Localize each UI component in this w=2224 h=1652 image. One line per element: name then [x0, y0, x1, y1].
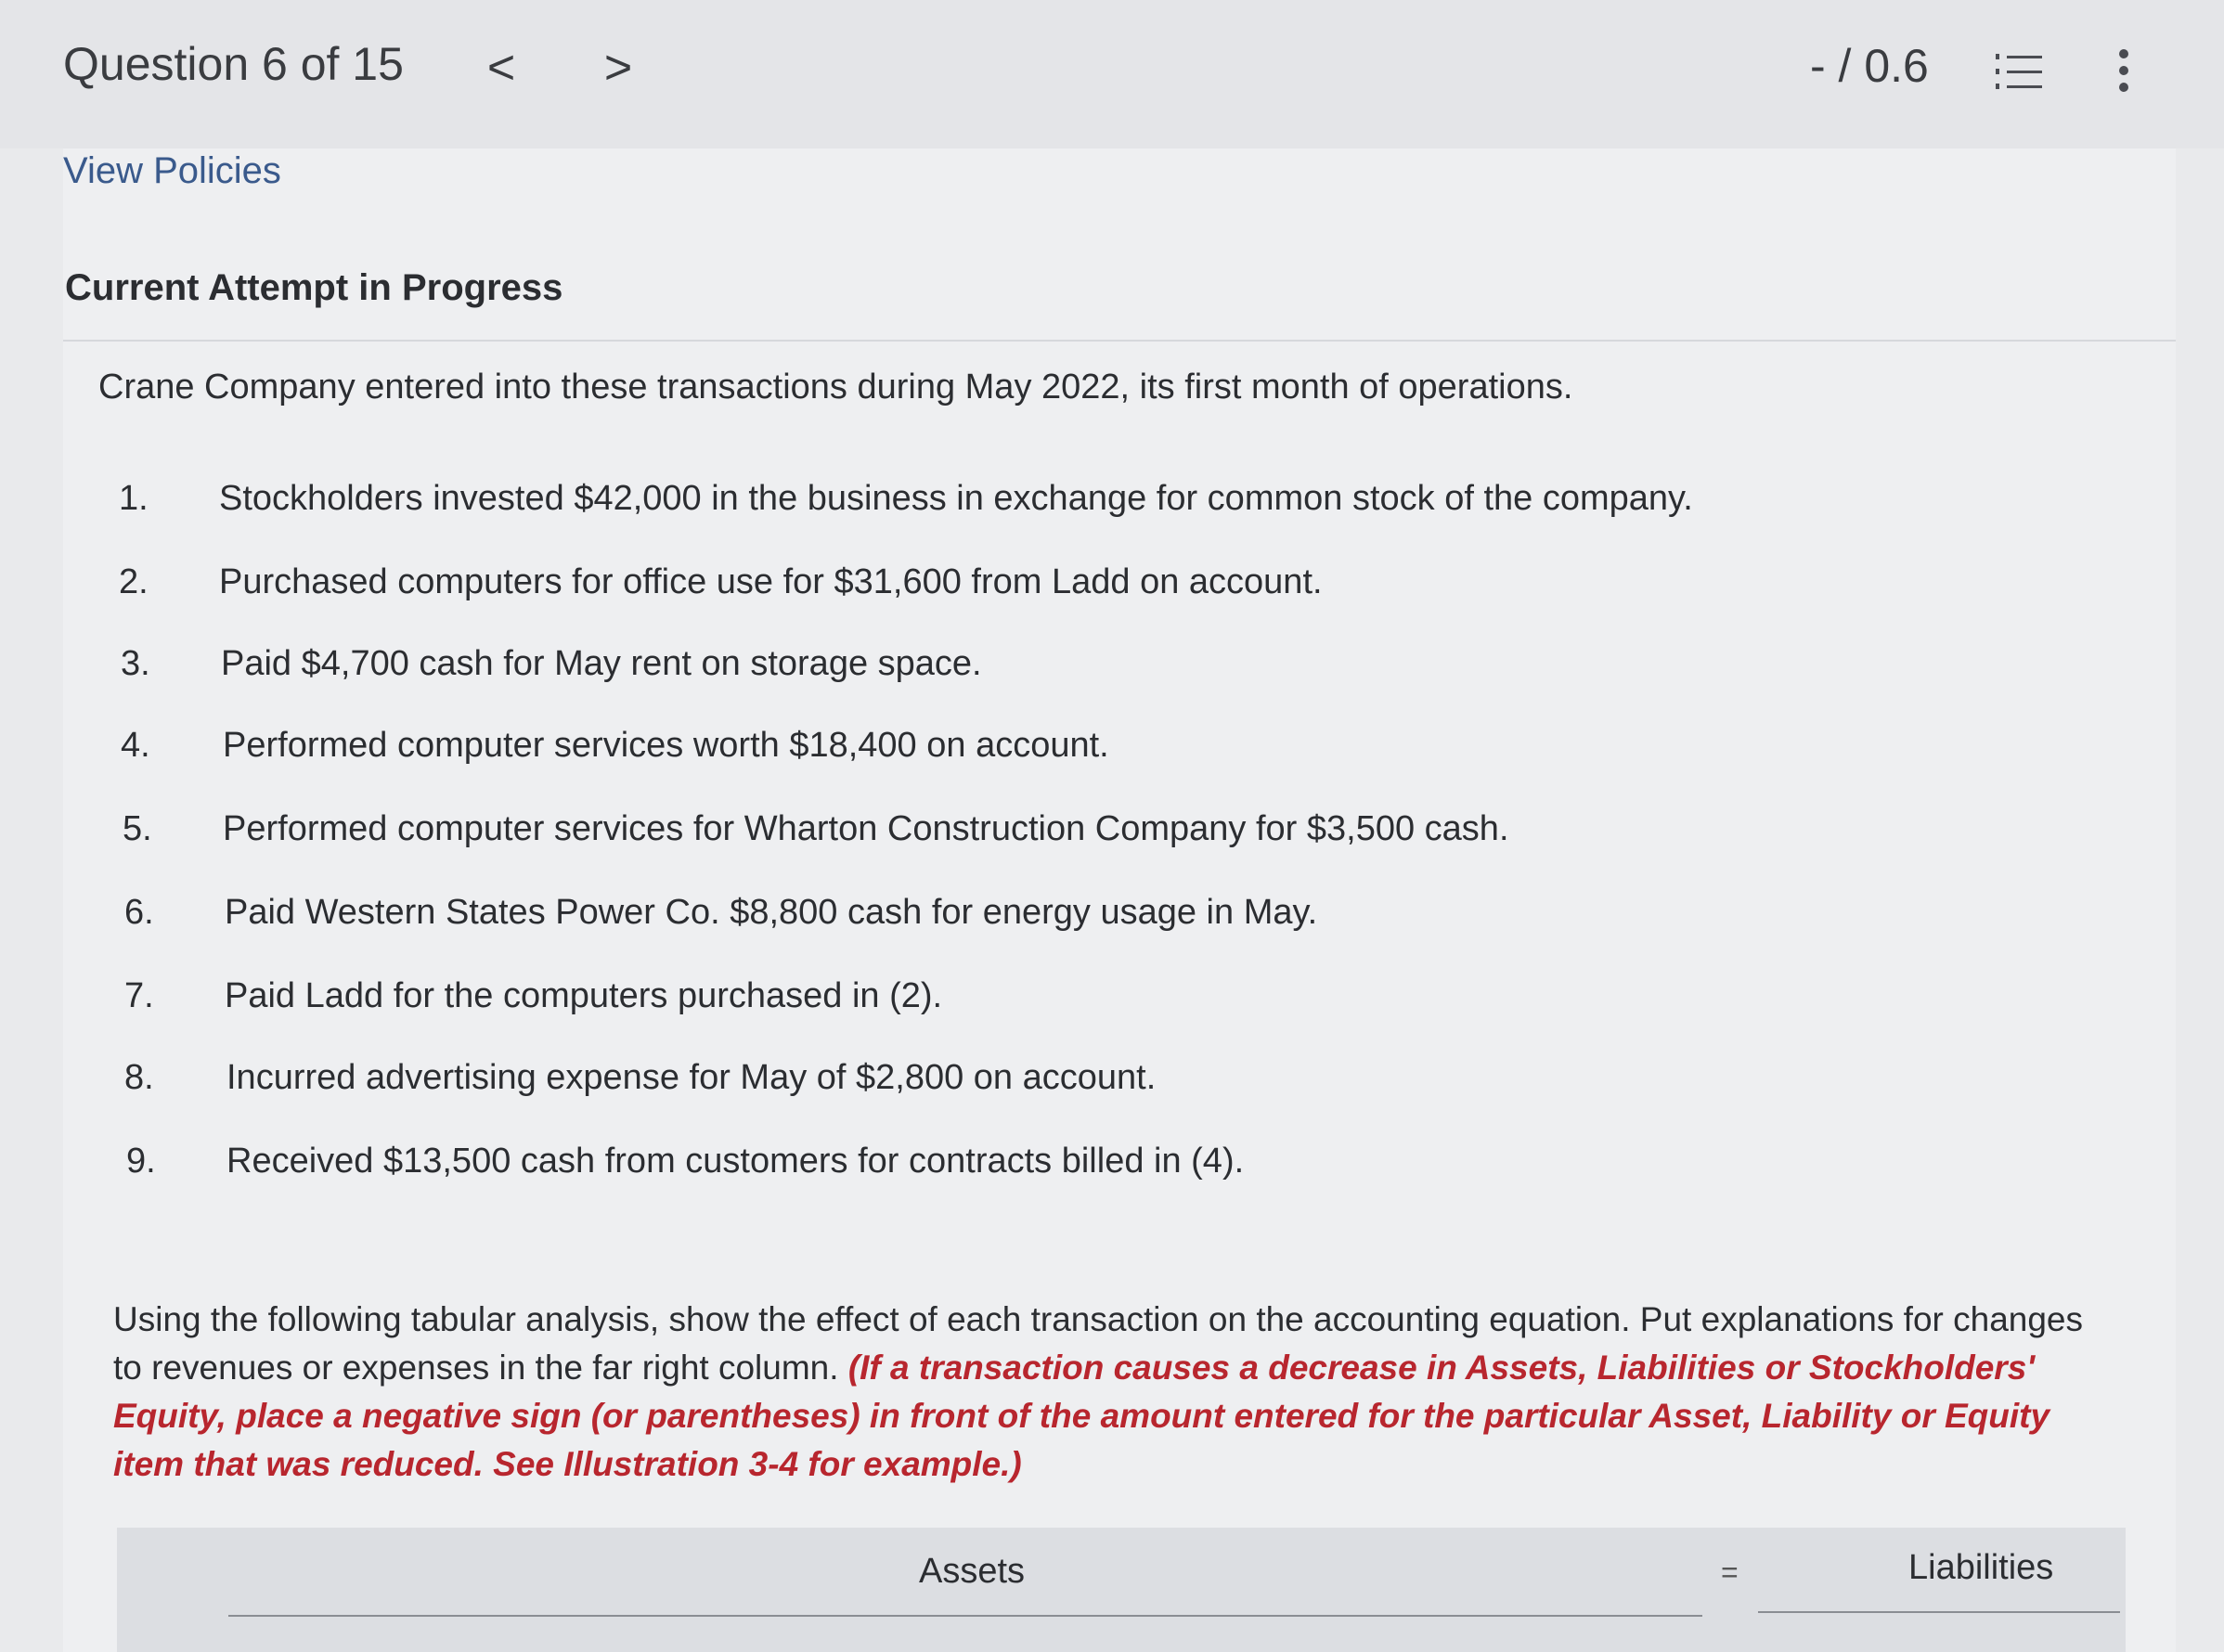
instructions-paragraph	[113, 1296, 2118, 1489]
transaction-number: 6.	[124, 893, 154, 932]
transaction-text: Performed computer services for Wharton Construction Company for $3,500 cash.	[223, 809, 1509, 848]
transaction-text: Paid $4,700 cash for May rent on storage space.	[221, 644, 982, 683]
next-question-button[interactable]	[590, 37, 646, 98]
transaction-number: 7.	[124, 976, 154, 1015]
more-vertical-icon	[2105, 48, 2142, 95]
question-counter: Question 6 of 15	[63, 38, 404, 90]
transaction-text: Incurred advertising expense for May of $2,800 on account.	[226, 1058, 1157, 1097]
transaction-number: 2.	[119, 562, 149, 601]
liabilities-column-header: Liabilities	[1908, 1548, 2054, 1587]
transaction-number: 8.	[124, 1058, 154, 1097]
more-options-button[interactable]	[2105, 48, 2142, 95]
section-divider	[63, 340, 2176, 342]
transaction-text: Paid Western States Power Co. $8,800 cash for energy usage in May.	[225, 893, 1318, 932]
transaction-text: Paid Ladd for the computers purchased in (2).	[225, 976, 943, 1015]
instructions-emphasis: (If a transaction causes a decrease in Assets, Liabilities or Stockholders' Equity, place a negative sign (or parentheses) in front of the amount entered for the particular Asset, Liability or Equity item that was reduced. See Illustration 3-4 for example.)	[113, 1349, 2050, 1483]
assets-underline	[228, 1615, 1702, 1617]
transaction-text: Stockholders invested $42,000 in the business in exchange for common stock of the company.	[219, 479, 1693, 518]
chevron-right-icon: >	[603, 41, 633, 95]
equals-sign: =	[1721, 1555, 1739, 1589]
chevron-left-icon: <	[486, 41, 516, 95]
transaction-text: Performed computer services worth $18,400 on account.	[223, 726, 1109, 765]
previous-question-button[interactable]	[473, 37, 529, 98]
question-intro: Crane Company entered into these transactions during May 2022, its first month of operations.	[98, 368, 1573, 407]
attempt-heading: Current Attempt in Progress	[65, 267, 563, 308]
tabular-analysis-header	[117, 1528, 2126, 1652]
score-display: - / 0.6	[1810, 40, 1929, 92]
instructions-text: Using the following tabular analysis, show the effect of each transaction on the accounting equation. Put explanations for changes to revenues or expenses in the far right column.	[113, 1300, 2084, 1387]
liabilities-underline	[1758, 1611, 2120, 1613]
transaction-text: Purchased computers for office use for $31,600 from Ladd on account.	[219, 562, 1323, 601]
transaction-number: 5.	[123, 809, 152, 848]
view-policies-link[interactable]: View Policies	[63, 150, 281, 191]
transaction-number: 9.	[126, 1142, 156, 1181]
transaction-number: 1.	[119, 479, 149, 518]
assets-column-header: Assets	[919, 1552, 1026, 1591]
numbered-list-icon	[1994, 52, 2044, 93]
transaction-text: Received $13,500 cash from customers for contracts billed in (4).	[226, 1142, 1245, 1181]
transaction-number: 3.	[121, 644, 150, 683]
question-list-button[interactable]	[1994, 52, 2044, 93]
transaction-number: 4.	[121, 726, 150, 765]
